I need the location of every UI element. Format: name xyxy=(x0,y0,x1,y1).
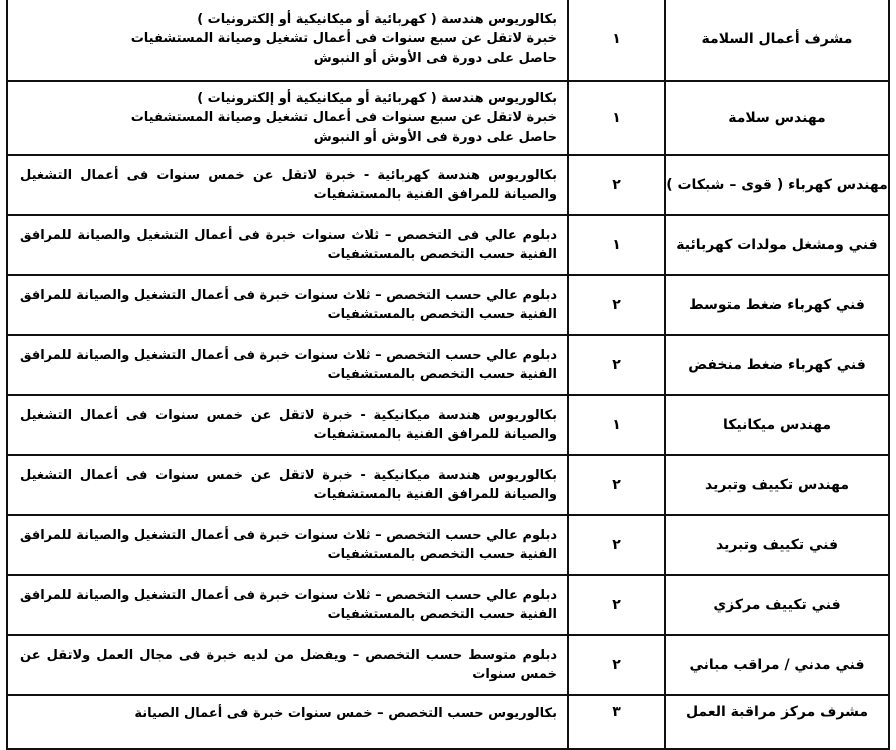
requirement-line: دبلوم عالي حسب التخصص – ثلاث سنوات خبرة فى أعمال التشغيل والصيانة للمرافق الفنية حسب التخصص بالمستشفيات xyxy=(20,347,557,382)
table-row xyxy=(7,0,889,81)
table-row xyxy=(7,395,889,455)
job-count: ٢ xyxy=(568,335,665,395)
requirement-line: حاصل على دورة فى الأوش أو النبوش xyxy=(313,129,557,145)
table-row xyxy=(7,155,889,215)
job-title: مهندس تكييف وتبريد xyxy=(665,455,889,515)
job-title: فني كهرباء ضغط منخفض xyxy=(665,335,889,395)
job-count: ١ xyxy=(568,215,665,275)
table-row xyxy=(7,81,889,155)
job-title: مشرف أعمال السلامة xyxy=(665,0,889,81)
document-page xyxy=(6,0,890,721)
job-requirements xyxy=(7,155,568,215)
job-requirements xyxy=(7,575,568,635)
job-requirements xyxy=(7,81,568,155)
job-requirements xyxy=(7,0,568,81)
job-requirements xyxy=(7,635,568,695)
job-requirements xyxy=(7,335,568,395)
job-count: ٢ xyxy=(568,275,665,335)
job-count: ١ xyxy=(568,0,665,81)
job-requirements xyxy=(7,395,568,455)
requirement-line: بكالوريوس هندسة ( كهربائية أو ميكانيكية أو إلكترونيات ) xyxy=(197,91,557,107)
requirement-line: دبلوم متوسط حسب التخصص – ويفضل من لديه خبرة فى مجال العمل ولاتقل عن خمس سنوات xyxy=(20,647,557,682)
requirement-line: بكالوريوس هندسة ( كهربائية أو ميكانيكية أو إلكترونيات ) xyxy=(197,12,557,28)
requirement-line: دبلوم عالي فى التخصص – ثلاث سنوات خبرة فى أعمال التشغيل والصيانة للمرافق الفنية حسب التخصص بالمستشفيات xyxy=(20,227,557,262)
table-row xyxy=(7,215,889,275)
job-requirements xyxy=(7,515,568,575)
table-row xyxy=(7,455,889,515)
job-count: ٢ xyxy=(568,515,665,575)
job-count: ٢ xyxy=(568,155,665,215)
job-count: ٢ xyxy=(568,575,665,635)
job-title: مهندس ميكانيكا xyxy=(665,395,889,455)
job-requirements xyxy=(7,695,568,749)
job-requirements xyxy=(7,455,568,515)
table-row xyxy=(7,635,889,695)
table-row xyxy=(7,695,889,749)
job-title: فني مدني / مراقب مباني xyxy=(665,635,889,695)
job-count: ١ xyxy=(568,395,665,455)
table-row xyxy=(7,575,889,635)
jobs-table xyxy=(6,0,890,750)
job-title: مهندس كهرباء ( قوى – شبكات ) xyxy=(665,155,889,215)
requirement-line: خبرة لاتقل عن سبع سنوات فى أعمال تشغيل وصيانة المستشفيات xyxy=(130,31,557,47)
table-row xyxy=(7,515,889,575)
job-title: مشرف مركز مراقبة العمل xyxy=(665,695,889,749)
job-count: ١ xyxy=(568,81,665,155)
table-row xyxy=(7,335,889,395)
job-title: فني تكييف وتبريد xyxy=(665,515,889,575)
table-row xyxy=(7,275,889,335)
requirement-line: بكالوريوس حسب التخصص – خمس سنوات خبرة فى أعمال الصيانة xyxy=(134,706,557,721)
requirement-line: خبرة لاتقل عن سبع سنوات فى أعمال تشغيل وصيانة المستشفيات xyxy=(130,110,557,126)
job-title: مهندس سلامة xyxy=(665,81,889,155)
job-title: فني ومشغل مولدات كهربائية xyxy=(665,215,889,275)
job-title: فني كهرباء ضغط متوسط xyxy=(665,275,889,335)
requirement-line: حاصل على دورة فى الأوش أو النبوش xyxy=(313,50,557,66)
job-title: فني تكييف مركزي xyxy=(665,575,889,635)
requirement-line: دبلوم عالي حسب التخصص – ثلاث سنوات خبرة فى أعمال التشغيل والصيانة للمرافق الفنية حسب التخصص بالمستشفيات xyxy=(20,587,557,622)
requirement-line: بكالوريوس هندسة ميكانيكية - خبرة لاتقل عن خمس سنوات فى أعمال التشغيل والصيانة للمرافق الفنية بالمستشفيات xyxy=(20,467,557,502)
job-requirements xyxy=(7,215,568,275)
requirement-line: دبلوم عالي حسب التخصص – ثلاث سنوات خبرة فى أعمال التشغيل والصيانة للمرافق الفنية حسب التخصص بالمستشفيات xyxy=(20,527,557,562)
job-count: ٢ xyxy=(568,455,665,515)
requirement-line: بكالوريوس هندسة كهربائية - خبرة لاتقل عن خمس سنوات فى أعمال التشغيل والصيانة للمرافق الفنية بالمستشفيات xyxy=(20,167,557,202)
requirement-line: بكالوريوس هندسة ميكانيكية - خبرة لاتقل عن خمس سنوات فى أعمال التشغيل والصيانة للمرافق الفنية بالمستشفيات xyxy=(20,407,557,442)
job-count: ٣ xyxy=(568,695,665,749)
job-requirements xyxy=(7,275,568,335)
requirement-line: دبلوم عالي حسب التخصص – ثلاث سنوات خبرة فى أعمال التشغيل والصيانة للمرافق الفنية حسب التخصص بالمستشفيات xyxy=(20,287,557,322)
job-count: ٢ xyxy=(568,635,665,695)
